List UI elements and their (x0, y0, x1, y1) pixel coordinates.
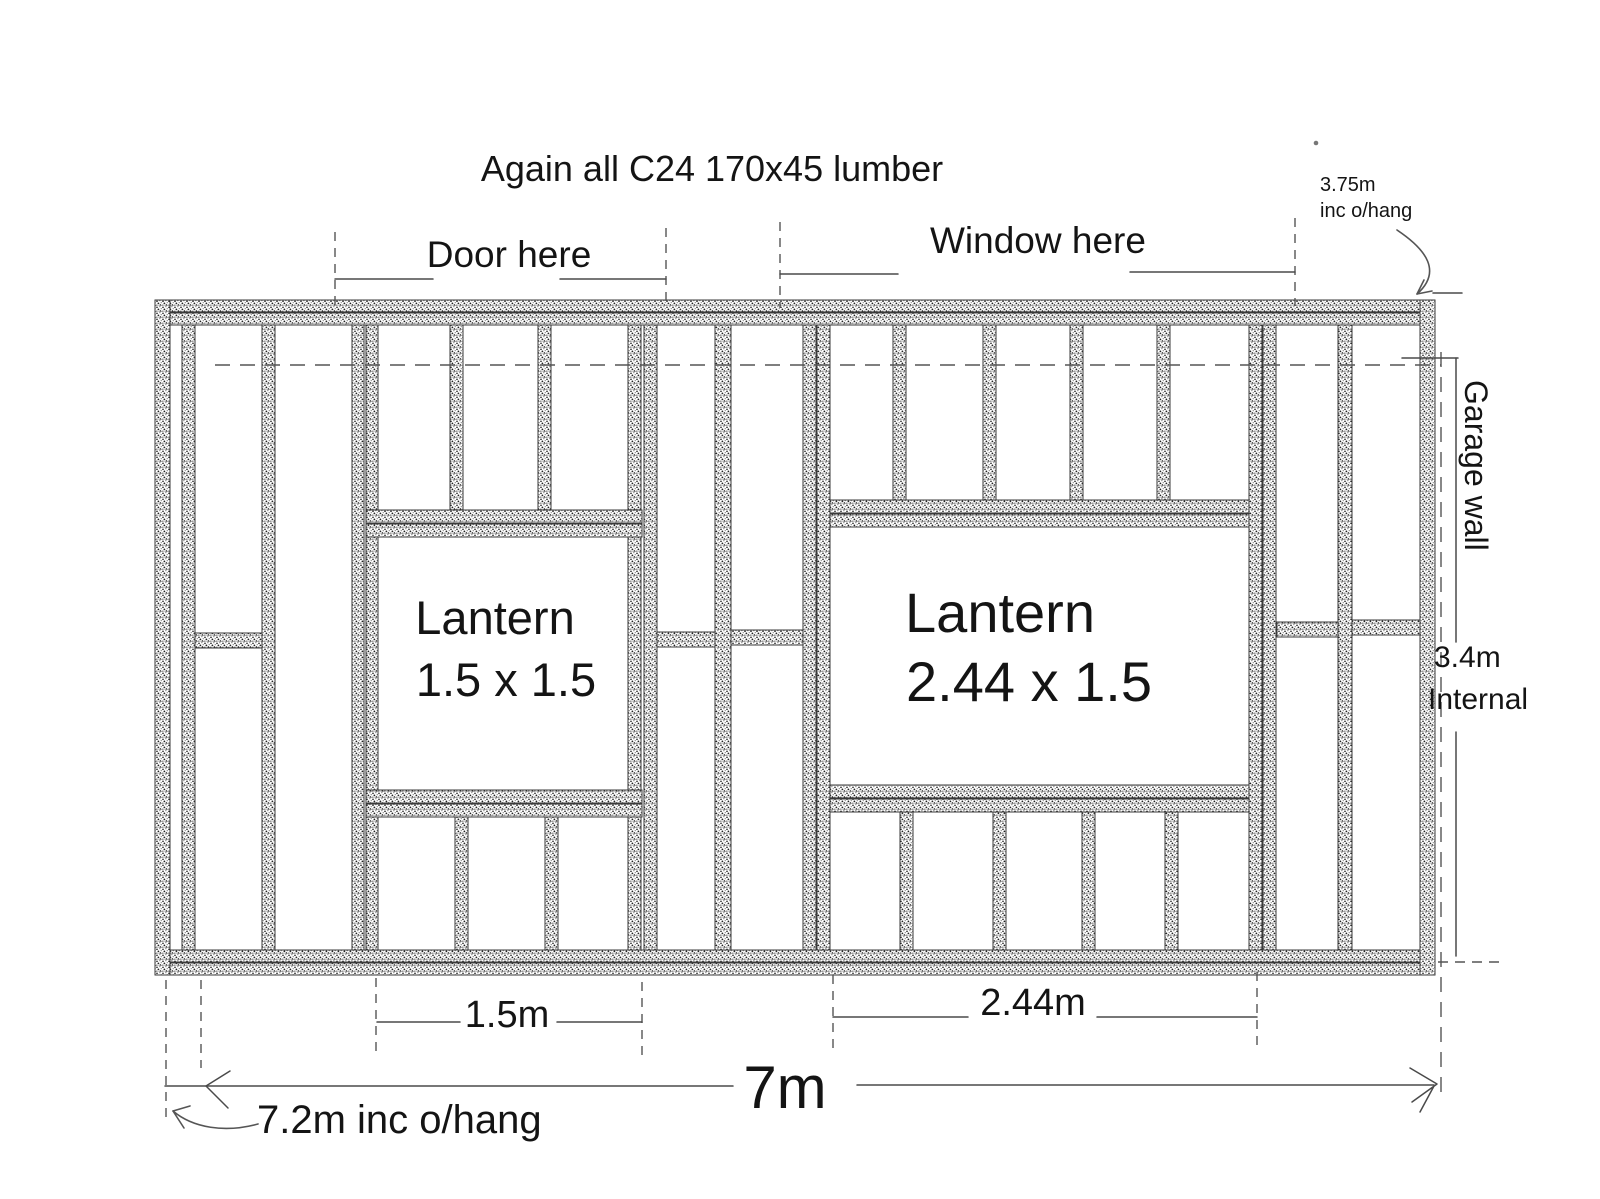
stud (182, 325, 195, 950)
garage-wall-label: Garage wall (1458, 380, 1494, 551)
internal-height-suffix: Internal (1428, 683, 1529, 716)
lantern2-size: 2.44 x 1.5 (906, 650, 1152, 713)
stud (803, 325, 816, 950)
dim-lantern2-width: 2.44m (980, 982, 1086, 1024)
door-location-label: Door here (426, 234, 592, 275)
height-overhang-value: 3.75m (1320, 174, 1376, 196)
noggin (731, 630, 803, 645)
cripple-stud (993, 812, 1006, 950)
bottom-plate (155, 950, 1435, 962)
cripple-stud (1082, 812, 1095, 950)
stud (352, 325, 364, 950)
window-dim-line (780, 272, 1295, 274)
dim-lantern1-width: 1.5m (464, 994, 550, 1036)
end-stud-right (1420, 300, 1435, 975)
cripple-stud (1070, 325, 1083, 500)
dim-total-overhang: 7.2m inc o/hang (257, 1098, 542, 1142)
cripple-stud (545, 817, 558, 950)
overhang-top-leader (1397, 230, 1430, 294)
wall-frame (155, 300, 1435, 975)
header (366, 510, 642, 523)
cripple-stud (900, 812, 913, 950)
cripple-stud (538, 325, 551, 510)
height-overhang-suffix: inc o/hang (1320, 200, 1413, 222)
top-plate (155, 300, 1435, 312)
cripple-stud (1165, 812, 1178, 950)
lantern1-size: 1.5 x 1.5 (415, 653, 597, 706)
top-plate (155, 313, 1435, 325)
noggin (1277, 622, 1338, 637)
top-plates (155, 300, 1435, 325)
cripple-stud (893, 325, 906, 500)
stud (1338, 325, 1352, 950)
cripple-stud (983, 325, 996, 500)
overhang-bottom-leader (173, 1111, 258, 1128)
header (366, 524, 642, 537)
lantern2-name: Lantern (905, 581, 1095, 644)
stud (817, 325, 830, 950)
sill (366, 790, 642, 803)
stud (1249, 325, 1262, 950)
stud (628, 325, 641, 950)
drawing-title: Again all C24 170x45 lumber (480, 148, 944, 189)
bottom-plate (155, 963, 1435, 975)
arrow-7m-left (206, 1071, 230, 1108)
header (830, 514, 1249, 527)
stud (1263, 325, 1276, 950)
stud (715, 325, 731, 950)
internal-height-value: 3.4m (1434, 641, 1501, 674)
sill (366, 804, 642, 817)
stray-mark (1314, 141, 1319, 146)
end-stud-left (155, 300, 170, 975)
arrow-7m-right (1410, 1068, 1437, 1112)
sill (830, 799, 1249, 812)
lantern1-name: Lantern (415, 591, 575, 644)
cripple-stud (455, 817, 468, 950)
cripple-stud (1157, 325, 1170, 500)
dim-total-width: 7m (743, 1054, 827, 1121)
bottom-plates (155, 950, 1435, 975)
window-location-label: Window here (930, 220, 1146, 261)
noggin (657, 632, 715, 647)
stud (644, 325, 657, 950)
noggin (1352, 620, 1420, 635)
stud (262, 325, 275, 950)
header (830, 500, 1249, 513)
sill (830, 785, 1249, 798)
cripple-stud (450, 325, 463, 510)
noggin (195, 633, 262, 648)
